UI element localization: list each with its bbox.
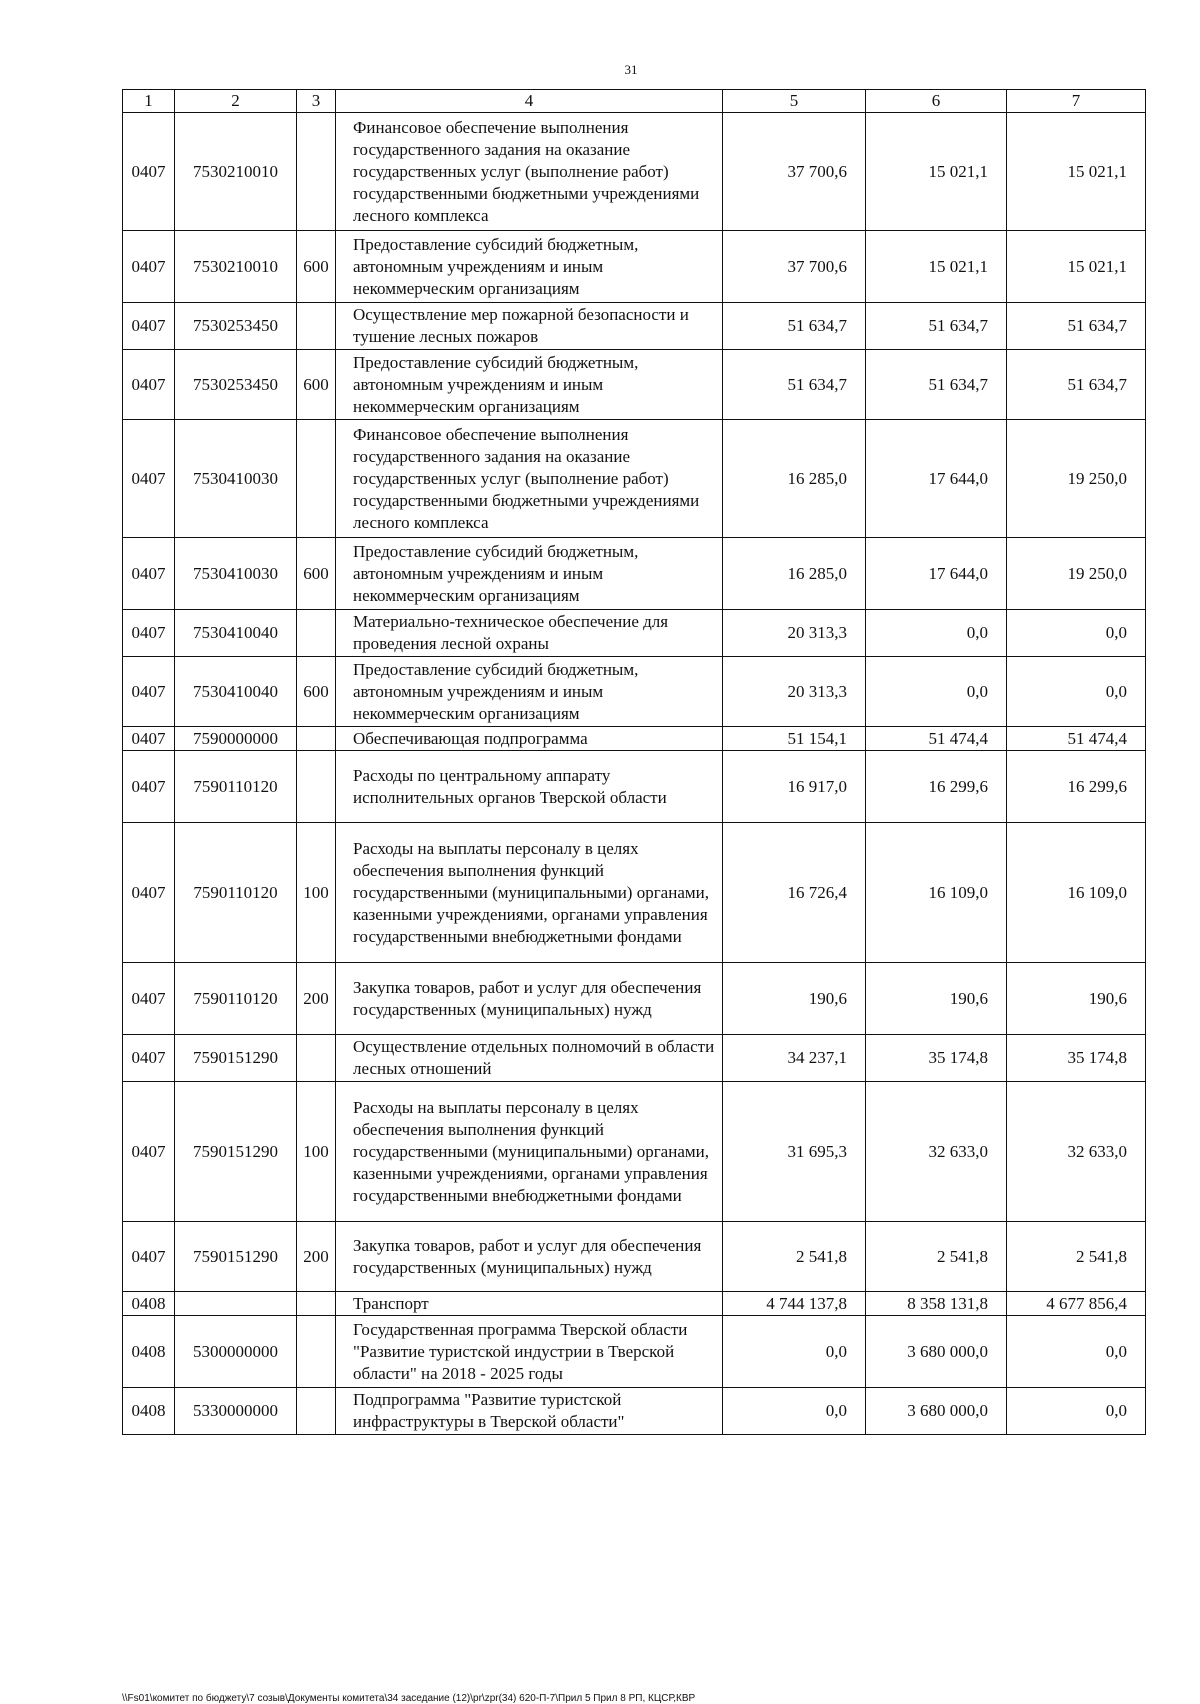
expense-type-code: 600 xyxy=(297,538,336,610)
section-code: 0408 xyxy=(123,1292,175,1316)
section-code: 0407 xyxy=(123,963,175,1035)
header-col-1: 1 xyxy=(123,90,175,113)
row-description: Расходы на выплаты персоналу в целях обеспечения выполнения функций государственными (муниципальными) органами, казенными учреждениями, органами управления государственными внебюджетными фондами xyxy=(336,823,723,963)
value-col-6: 51 474,4 xyxy=(866,727,1007,751)
table-row xyxy=(123,113,1146,231)
table-row xyxy=(123,610,1146,657)
value-col-7: 0,0 xyxy=(1007,1316,1146,1388)
target-article-code: 7590000000 xyxy=(175,727,297,751)
section-code: 0407 xyxy=(123,303,175,350)
table-row xyxy=(123,538,1146,610)
page-number: 31 xyxy=(624,62,638,77)
budget-table xyxy=(122,89,1146,1435)
section-code: 0407 xyxy=(123,1222,175,1292)
table-row xyxy=(123,1316,1146,1388)
expense-type-code xyxy=(297,610,336,657)
expense-type-code: 600 xyxy=(297,231,336,303)
row-description: Государственная программа Тверской области "Развитие туристской индустрии в Тверской области" на 2018 - 2025 годы xyxy=(336,1316,723,1388)
section-code: 0407 xyxy=(123,538,175,610)
value-col-6: 16 299,6 xyxy=(866,751,1007,823)
header-col-4: 4 xyxy=(336,90,723,113)
target-article-code: 7590151290 xyxy=(175,1082,297,1222)
row-description: Предоставление субсидий бюджетным, автономным учреждениям и иным некоммерческим организациям xyxy=(336,350,723,420)
value-col-7: 51 474,4 xyxy=(1007,727,1146,751)
expense-type-code: 200 xyxy=(297,1222,336,1292)
target-article-code xyxy=(175,1292,297,1316)
row-description: Финансовое обеспечение выполнения государственного задания на оказание государственных услуг (выполнение работ) государственными бюджетными учреждениями лесного комплекса xyxy=(336,113,723,231)
value-col-5: 16 285,0 xyxy=(723,420,866,538)
target-article-code: 7530410030 xyxy=(175,420,297,538)
section-code: 0407 xyxy=(123,610,175,657)
table-row xyxy=(123,751,1146,823)
target-article-code: 7530410040 xyxy=(175,657,297,727)
header-col-6: 6 xyxy=(866,90,1007,113)
value-col-6: 15 021,1 xyxy=(866,231,1007,303)
table-row xyxy=(123,303,1146,350)
expense-type-code xyxy=(297,303,336,350)
table-row xyxy=(123,657,1146,727)
table-row xyxy=(123,1292,1146,1316)
value-col-5: 51 634,7 xyxy=(723,350,866,420)
value-col-7: 15 021,1 xyxy=(1007,231,1146,303)
value-col-5: 31 695,3 xyxy=(723,1082,866,1222)
table-row xyxy=(123,1222,1146,1292)
table-row xyxy=(123,823,1146,963)
target-article-code: 7530410030 xyxy=(175,538,297,610)
row-description: Обеспечивающая подпрограмма xyxy=(336,727,723,751)
row-description: Расходы на выплаты персоналу в целях обеспечения выполнения функций государственными (муниципальными) органами, казенными учреждениями, органами управления государственными внебюджетными фондами xyxy=(336,1082,723,1222)
expense-type-code xyxy=(297,1292,336,1316)
section-code: 0407 xyxy=(123,113,175,231)
value-col-6: 32 633,0 xyxy=(866,1082,1007,1222)
section-code: 0408 xyxy=(123,1316,175,1388)
section-code: 0407 xyxy=(123,751,175,823)
section-code: 0408 xyxy=(123,1388,175,1435)
value-col-5: 37 700,6 xyxy=(723,231,866,303)
expense-type-code: 600 xyxy=(297,350,336,420)
target-article-code: 7530410040 xyxy=(175,610,297,657)
section-code: 0407 xyxy=(123,657,175,727)
value-col-6: 15 021,1 xyxy=(866,113,1007,231)
expense-type-code xyxy=(297,751,336,823)
value-col-6: 8 358 131,8 xyxy=(866,1292,1007,1316)
expense-type-code xyxy=(297,727,336,751)
value-col-5: 16 285,0 xyxy=(723,538,866,610)
value-col-5: 2 541,8 xyxy=(723,1222,866,1292)
section-code: 0407 xyxy=(123,231,175,303)
expense-type-code: 200 xyxy=(297,963,336,1035)
table-row xyxy=(123,231,1146,303)
expense-type-code xyxy=(297,1388,336,1435)
row-description: Транспорт xyxy=(336,1292,723,1316)
value-col-5: 190,6 xyxy=(723,963,866,1035)
value-col-7: 2 541,8 xyxy=(1007,1222,1146,1292)
row-description: Предоставление субсидий бюджетным, автономным учреждениям и иным некоммерческим организациям xyxy=(336,231,723,303)
value-col-5: 20 313,3 xyxy=(723,657,866,727)
row-description: Расходы по центральному аппарату исполнительных органов Тверской области xyxy=(336,751,723,823)
value-col-5: 16 726,4 xyxy=(723,823,866,963)
value-col-7: 0,0 xyxy=(1007,1388,1146,1435)
header-col-5: 5 xyxy=(723,90,866,113)
value-col-7: 35 174,8 xyxy=(1007,1035,1146,1082)
value-col-5: 16 917,0 xyxy=(723,751,866,823)
value-col-7: 19 250,0 xyxy=(1007,538,1146,610)
expense-type-code xyxy=(297,420,336,538)
table-row xyxy=(123,1388,1146,1435)
value-col-6: 3 680 000,0 xyxy=(866,1316,1007,1388)
table-row xyxy=(123,963,1146,1035)
value-col-7: 51 634,7 xyxy=(1007,350,1146,420)
value-col-6: 17 644,0 xyxy=(866,538,1007,610)
value-col-6: 190,6 xyxy=(866,963,1007,1035)
row-description: Закупка товаров, работ и услуг для обеспечения государственных (муниципальных) нужд xyxy=(336,963,723,1035)
value-col-7: 4 677 856,4 xyxy=(1007,1292,1146,1316)
expense-type-code: 600 xyxy=(297,657,336,727)
table-row xyxy=(123,1035,1146,1082)
target-article-code: 7590151290 xyxy=(175,1222,297,1292)
section-code: 0407 xyxy=(123,1035,175,1082)
value-col-5: 4 744 137,8 xyxy=(723,1292,866,1316)
value-col-6: 0,0 xyxy=(866,657,1007,727)
row-description: Финансовое обеспечение выполнения государственного задания на оказание государственных услуг (выполнение работ) государственными бюджетными учреждениями лесного комплекса xyxy=(336,420,723,538)
header-col-2: 2 xyxy=(175,90,297,113)
value-col-6: 51 634,7 xyxy=(866,350,1007,420)
value-col-5: 20 313,3 xyxy=(723,610,866,657)
value-col-7: 0,0 xyxy=(1007,610,1146,657)
value-col-5: 0,0 xyxy=(723,1388,866,1435)
row-description: Материально-техническое обеспечение для проведения лесной охраны xyxy=(336,610,723,657)
value-col-5: 37 700,6 xyxy=(723,113,866,231)
row-description: Закупка товаров, работ и услуг для обеспечения государственных (муниципальных) нужд xyxy=(336,1222,723,1292)
target-article-code: 7530210010 xyxy=(175,231,297,303)
section-code: 0407 xyxy=(123,420,175,538)
section-code: 0407 xyxy=(123,727,175,751)
value-col-6: 17 644,0 xyxy=(866,420,1007,538)
value-col-5: 0,0 xyxy=(723,1316,866,1388)
value-col-7: 32 633,0 xyxy=(1007,1082,1146,1222)
expense-type-code: 100 xyxy=(297,823,336,963)
target-article-code: 7590110120 xyxy=(175,823,297,963)
section-code: 0407 xyxy=(123,350,175,420)
header-col-7: 7 xyxy=(1007,90,1146,113)
row-description: Предоставление субсидий бюджетным, автономным учреждениям и иным некоммерческим организациям xyxy=(336,657,723,727)
row-description: Осуществление мер пожарной безопасности и тушение лесных пожаров xyxy=(336,303,723,350)
section-code: 0407 xyxy=(123,823,175,963)
value-col-6: 35 174,8 xyxy=(866,1035,1007,1082)
value-col-7: 190,6 xyxy=(1007,963,1146,1035)
value-col-7: 0,0 xyxy=(1007,657,1146,727)
target-article-code: 7590110120 xyxy=(175,751,297,823)
value-col-6: 2 541,8 xyxy=(866,1222,1007,1292)
value-col-5: 51 634,7 xyxy=(723,303,866,350)
expense-type-code xyxy=(297,1035,336,1082)
table-row xyxy=(123,420,1146,538)
target-article-code: 7530253450 xyxy=(175,350,297,420)
table-row xyxy=(123,350,1146,420)
footer-file-path: \\Fs01\комитет по бюджету\7 созыв\Документы комитета\34 заседание (12)\pr\zpr(34) 620-П-7\Прил 5 Прил 8 РП, КЦСР,КВР xyxy=(122,1693,696,1704)
expense-type-code: 100 xyxy=(297,1082,336,1222)
section-code: 0407 xyxy=(123,1082,175,1222)
row-description: Подпрограмма "Развитие туристской инфраструктуры в Тверской области" xyxy=(336,1388,723,1435)
value-col-5: 51 154,1 xyxy=(723,727,866,751)
value-col-6: 0,0 xyxy=(866,610,1007,657)
value-col-7: 16 109,0 xyxy=(1007,823,1146,963)
table-row xyxy=(123,1082,1146,1222)
value-col-7: 51 634,7 xyxy=(1007,303,1146,350)
expense-type-code xyxy=(297,1316,336,1388)
row-description: Предоставление субсидий бюджетным, автономным учреждениям и иным некоммерческим организациям xyxy=(336,538,723,610)
target-article-code: 7530210010 xyxy=(175,113,297,231)
row-description: Осуществление отдельных полномочий в области лесных отношений xyxy=(336,1035,723,1082)
value-col-5: 34 237,1 xyxy=(723,1035,866,1082)
target-article-code: 7590151290 xyxy=(175,1035,297,1082)
value-col-7: 19 250,0 xyxy=(1007,420,1146,538)
target-article-code: 5330000000 xyxy=(175,1388,297,1435)
table-row xyxy=(123,727,1146,751)
header-col-3: 3 xyxy=(297,90,336,113)
target-article-code: 7590110120 xyxy=(175,963,297,1035)
value-col-7: 15 021,1 xyxy=(1007,113,1146,231)
header-row xyxy=(123,90,1146,113)
target-article-code: 5300000000 xyxy=(175,1316,297,1388)
value-col-6: 3 680 000,0 xyxy=(866,1388,1007,1435)
value-col-6: 16 109,0 xyxy=(866,823,1007,963)
expense-type-code xyxy=(297,113,336,231)
value-col-6: 51 634,7 xyxy=(866,303,1007,350)
target-article-code: 7530253450 xyxy=(175,303,297,350)
value-col-7: 16 299,6 xyxy=(1007,751,1146,823)
